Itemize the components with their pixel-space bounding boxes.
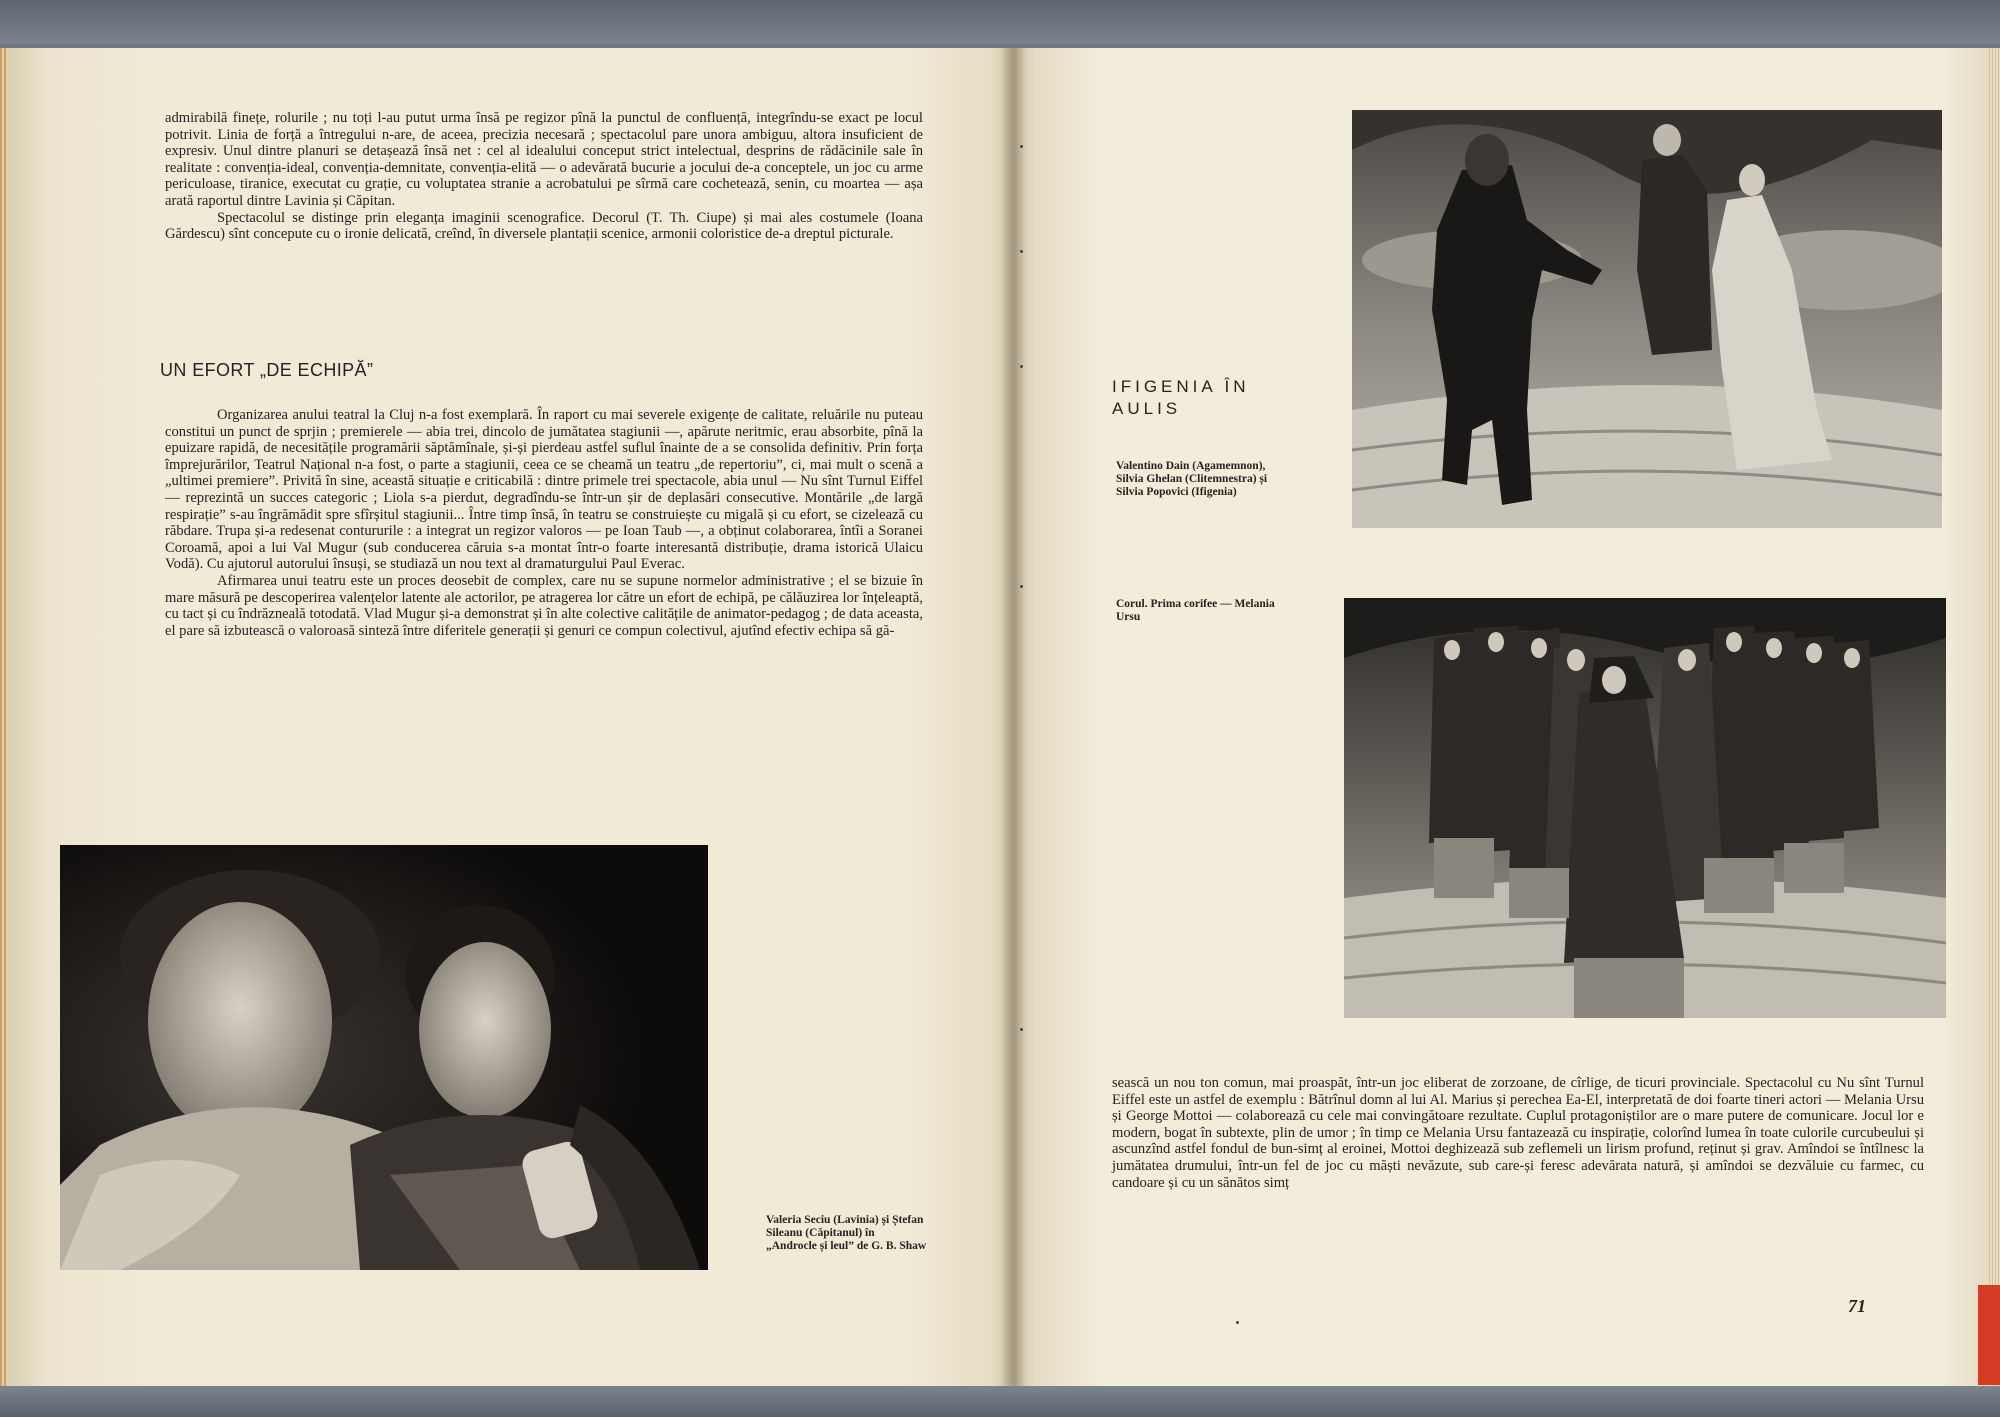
left-text-block-1 — [165, 110, 923, 243]
page-number: 71 — [1848, 1296, 1866, 1316]
article-title-ifigenia: IFIGENIA ÎN AULIS — [1112, 377, 1250, 418]
book-cover-bottom — [0, 1386, 2000, 1417]
book-gutter — [1000, 48, 1026, 1386]
page-mark — [1236, 1321, 1239, 1324]
photo-agamemnon-clitemnestra-ifigenia — [1352, 110, 1942, 528]
book-cover-top — [0, 0, 2000, 44]
binding-mark — [1020, 1028, 1023, 1031]
right-text-block — [1112, 1075, 1924, 1191]
left-paragraph-1: admirabilă finețe, rolurile ; nu toți l-au putut urma însă pe regizor pînă la punctul de confluență, integrîndu-se exact pe locul potrivit. Linia de forță a întregului n-are, de aceea, precizia necesară ; spectacolul pare unora ambiguu, altora insuficient de expresiv. Unul dintre planuri se detașează însă net : cel al idealului conceput strict intelectual, desprins de rădăcinile sale în realitate : convenția-ideal, convenția-demnitate, convenția-elită — o adevărată bucurie a jocului de-a conceptele, un joc cu arme periculoase, tiranice, executat cu grație, cu voluptatea stranie a acrobatului pe sîrmă care cochetează, senin, cu moartea — așa arată raportul dintre Lavinia și Căpitan. — [165, 110, 923, 209]
section-heading: UN EFORT „DE ECHIPĂ” — [160, 360, 374, 380]
binding-mark — [1020, 365, 1023, 368]
binding-mark — [1020, 250, 1023, 253]
caption-photo-chorus: Corul. Prima corifee — Melania Ursu — [1116, 598, 1275, 623]
right-paragraph-1: sească un nou ton comun, mai proaspăt, într-un joc eliberat de zorzoane, de cîrlige, de ticuri provinciale. Spectacolul cu Nu sînt Turnul Eiffel este un astfel de exemplu : Bătrînul domn al lui Al. Marius și perechea Ea-El, interpretată de doi foarte tineri actori — Melania Ursu și George Mottoi — colaborează cu cele mai convingătoare rezultate. Cuplul protagoniștilor are o mare putere de comunicare. Jocul lor e modern, bogat în subtexte, plin de umor ; în timp ce Melania Ursu fantazează cu inspirație, colorînd lumea în toate culorile curcubeului și ascunzînd astfel fondul de bun-simț al eroinei, Mottoi deghizează sub zeflemeli un lirism profund, reținut și grav. Amîndoi se întîlnesc la jumătatea drumului, într-un fel de joc cu măști nevăzute, sub care-și feresc adevărata natură, și amîndoi se dezvăluie cu farmec, cu candoare și cu un sănătos simț — [1112, 1075, 1924, 1191]
photo-chorus — [1344, 598, 1946, 1018]
left-paragraph-3: Organizarea anului teatral la Cluj n-a fost exemplară. În raport cu mai severele exigențe de calitate, reluările nu puteau constitui un punct de sprjin ; premierele — abia trei, dincolo de jumătatea stagiunii —, apărute neritmic, erau absorbite, pînă la epuizare rapidă, de necesitățile programării săptămînale, și-și pierdeau astfel suflul înainte de a se consolida definitiv. Prin forța împrejurărilor, Teatrul Național n-a fost, o parte a stagiunii, ceea ce se cheamă un teatru „de repertoriu”, ci, mai mult o scenă a „ultimei premiere”. Privită în sine, această situație e criticabilă : dintre primele trei spectacole, abia unul — Nu sînt Turnul Eiffel — reprezintă un succes categoric ; Liola s-a pierdut, degradîndu-se într-un șir de deplasări consecutive. Montările „de largă respirație” s-au îngrămădit spre sfîrșitul stagiunii... Între timp însă, în teatru se construiește cu migală și cu efort, se cizelează cu răbdare. Trupa și-a redesenat contururile : a integrat un regizor valoros — pe Ioan Taub —, a obținut colaborarea, întîi a Soranei Coroamă, apoi a lui Val Mugur (sub conducerea căruia s-a montat într-o foarte interesantă distribuție, drama istorică Ulaicu Vodă). Cu ajutorul autorului însuși, se studiază un nou text al dramaturgului Paul Everac. — [165, 407, 923, 573]
binding-mark — [1020, 145, 1023, 148]
caption-photo-lavinia: Valeria Seciu (Lavinia) și Ștefan Sileanu (Căpitanul) în „Androcle și leul” de G. B. Shaw — [766, 1214, 927, 1252]
caption-photo-agamemnon: Valentino Dain (Agamemnon), Silvia Ghelan (Clitemnestra) și Silvia Popovici (Ifigenia) — [1116, 460, 1268, 498]
left-paragraph-4: Afirmarea unui teatru este un proces deosebit de complex, care nu se supune normelor administrative ; el se bizuie în mare măsură pe descoperirea valențelor latente ale actorilor, pe atragerea lor către un efort de echipă, pe călăuzirea lor înțeleaptă, cu tact și cu îndrăzneală totodată. Vlad Mugur și-a demonstrat și în alte colective calitățile de animator-pedagog ; de data aceasta, el pare să izbutească o valoroasă sinteză între diferitele generații și genuri ce compun colectivul, ajutînd efectiv echipa să gă- — [165, 572, 923, 639]
left-text-block-2 — [165, 407, 923, 639]
binding-mark — [1020, 585, 1023, 588]
left-paragraph-2: Spectacolul se distinge prin eleganța imaginii scenografice. Decorul (T. Th. Ciupe) și mai ales costumele (Ioana Gărdescu) sînt concepute cu o ironie delicată, creînd, în diversele plantații scenice, armonii coloristice de-a dreptul picturale. — [165, 209, 923, 243]
red-bookmark-tab — [1978, 1285, 2000, 1385]
photo-lavinia-capitan — [60, 845, 708, 1270]
page-edges-right — [1987, 48, 2000, 1386]
